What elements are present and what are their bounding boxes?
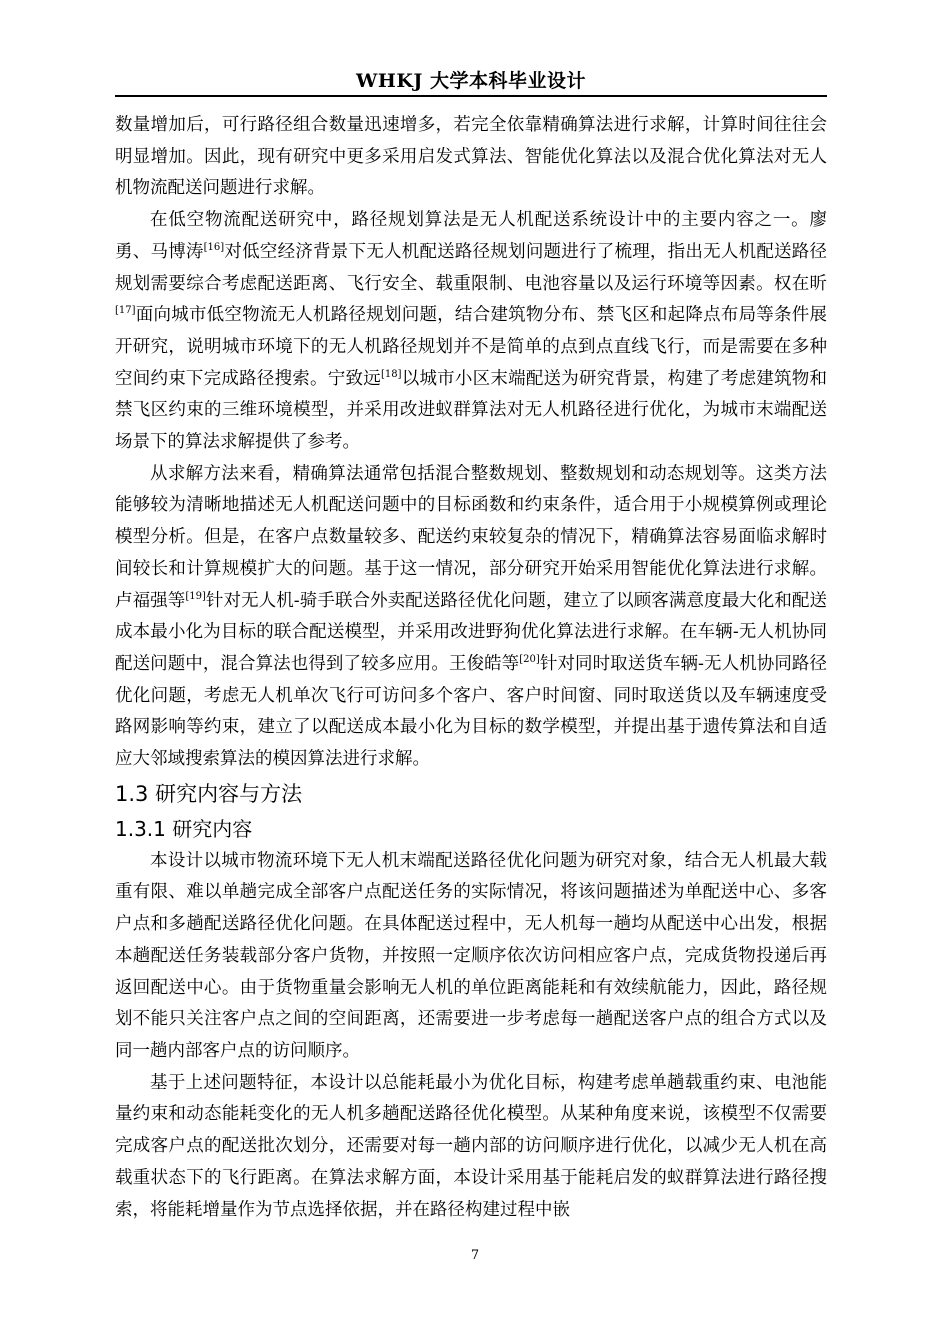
citation-20: [20] — [519, 653, 540, 665]
subsection-heading-1-3-1: 1.3.1 研究内容 — [115, 816, 253, 841]
paragraph-4: 本设计以城市物流环境下无人机末端配送路径优化问题为研究对象，结合无人机最大载重有限、难以单趟完成全部客户点配送任务的实际情况，将该问题描述为单配送中心、多客户点和多趟配送路径优化问题。在具体配送过程中，无人机每一趟均从配送中心出发，根据本趟配送任务装载部分客户货物，并按照一定顺序依次访问相应客户点，完成货物投递后再返回配送中心。由于货物重量会影响无人机的单位距离能耗和有效续航能力，因此，路径规划不能只关注客户点之间的空间距离，还需要进一步考虑每一趟配送客户点的组合方式以及同一趟内部客户点的访问顺序。 — [115, 850, 827, 1061]
citation-19: [19] — [185, 590, 206, 602]
paragraph-3-part-b: 针对无人机-骑手联合外卖配送路径优化问题，建立了以顾客满意度最大化和配送成本最小化为目标的联合配送模型，并采用改进野狗优化算法进行求解。在车辆-无人机协同配送问题中，混合算法也得到了较多应用。王俊皓等 — [115, 590, 827, 674]
paragraph-2 — [115, 205, 827, 459]
running-header: WHKJ 大学本科毕业设计 — [356, 70, 586, 92]
paragraph-2-part-d: 以城市小区末端配送为研究背景，构建了考虑建筑物和禁飞区约束的三维环境模型，并采用改进蚁群算法对无人机路径进行优化，为城市末端配送场景下的算法求解提供了参考。 — [115, 368, 828, 453]
paragraph-3 — [115, 459, 827, 776]
section-heading-1-3: 1.3 研究内容与方法 — [115, 781, 303, 806]
paragraph-3-part-c: 针对同时取送货车辆-无人机协同路径优化问题，考虑无人机单次飞行可访问多个客户、客户时间窗、同时取送货以及车辆速度受路网影响等约束，建立了以配送成本最小化为目标的数学模型，并提出基于遗传算法和自适应大邻域搜索算法的模因算法进行求解。 — [115, 653, 828, 770]
header-divider — [115, 95, 827, 97]
page-number: 7 — [470, 1248, 480, 1263]
paragraph-3-part-a: 从求解方法来看，精确算法通常包括混合整数规划、整数规划和动态规划等。这类方法能够较为清晰地描述无人机配送问题中的目标函数和约束条件，适合用于小规模算例或理论模型分析。但是，在客户点数量较多、配送约束较复杂的情况下，精确算法容易面临求解时间较长和计算规模扩大的问题。基于这一情况，部分研究开始采用智能优化算法进行求解。卢福强等 — [115, 463, 827, 611]
citation-18: [18] — [380, 368, 402, 380]
paragraph-2-part-a: 在低空物流配送研究中，路径规划算法是无人机配送系统设计中的主要内容之一。廖勇、马博涛 — [115, 210, 827, 262]
body-text — [115, 110, 827, 1226]
paragraph-2-part-c: 面向城市低空物流无人机路径规划问题，结合建筑物分布、禁飞区和起降点布局等条件展开研究，说明城市环境下的无人机路径规划并不是简单的点到点直线飞行，而是需要在多种空间约束下完成路径搜索。宁致远 — [115, 305, 827, 389]
citation-17: [17] — [115, 305, 136, 317]
citation-16: [16] — [203, 241, 225, 253]
paragraph-2-part-b: 对低空经济背景下无人机配送路径规划问题进行了梳理，指出无人机配送路径规划需要综合考虑配送距离、飞行安全、载重限制、电池容量以及运行环境等因素。权在昕 — [115, 241, 828, 294]
paragraph-5: 基于上述问题特征，本设计以总能耗最小为优化目标，构建考虑单趟载重约束、电池能量约束和动态能耗变化的无人机多趟配送路径优化模型。从某种角度来说，该模型不仅需要完成客户点的配送批次划分，还需要对每一趟内部的访问顺序进行优化，以减少无人机在高载重状态下的飞行距离。在算法求解方面，本设计采用基于能耗启发的蚁群算法进行路径搜索，将能耗增量作为节点选择依据，并在路径构建过程中嵌 — [115, 1072, 827, 1220]
paragraph-1: 数量增加后，可行路径组合数量迅速增多，若完全依靠精确算法进行求解，计算时间往往会明显增加。因此，现有研究中更多采用启发式算法、智能优化算法以及混合优化算法对无人机物流配送问题进行求解。 — [115, 115, 827, 199]
